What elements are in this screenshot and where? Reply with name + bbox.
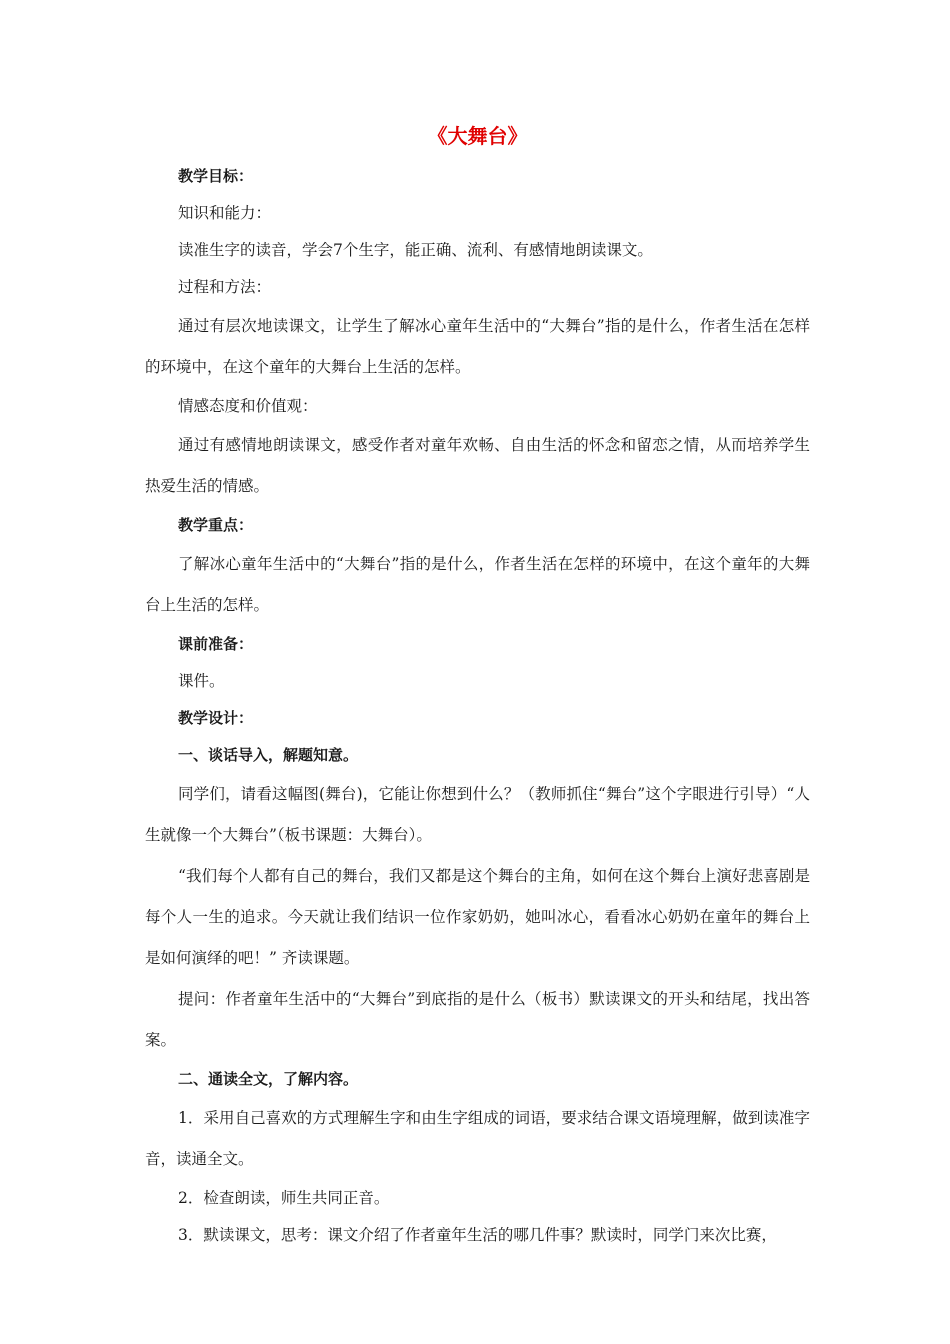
paragraph-process: 通过有层次地读课文，让学生了解冰心童年生活中的“大舞台”指的是什么，作者生活在怎样的环境中，在这个童年的大舞台上生活的怎样。 (145, 317, 810, 376)
heading-section-2: 二、通读全文，了解内容。 (178, 1070, 359, 1088)
list-item-1: 1．采用自己喜欢的方式理解生字和由生字组成的词语，要求结合课文语境理解，做到读准字音，读通全文。 (145, 1109, 810, 1168)
list-item-3: 3．默读课文，思考：课文介绍了作者童年生活的哪几件事？默读时，同学门来次比赛， (178, 1226, 777, 1244)
document-page (145, 118, 810, 1254)
heading-design: 教学设计： (178, 709, 254, 727)
paragraph-question: 提问：作者童年生活中的“大舞台”到底指的是什么（板书）默读课文的开头和结尾，找出答案。 (145, 990, 810, 1049)
subheading-emotion: 情感态度和价值观： (178, 397, 318, 415)
list-item-2: 2．检查朗读，师生共同正音。 (178, 1189, 390, 1207)
document-title: 《大舞台》 (427, 124, 528, 148)
paragraph-quote: “我们每个人都有自己的舞台，我们又都是这个舞台的主角，如何在这个舞台上演好悲喜剧是每个人一生的追求。今天就让我们结识一位作家奶奶，她叫冰心，看看冰心奶奶在童年的舞台上是如何演绎的吧！” 齐读课题。 (145, 867, 810, 967)
subheading-knowledge: 知识和能力： (178, 204, 272, 222)
paragraph-emotion: 通过有感情地朗读课文，感受作者对童年欢畅、自由生活的怀念和留恋之情，从而培养学生热爱生活的情感。 (145, 436, 810, 495)
heading-preparation: 课前准备： (178, 635, 254, 653)
heading-key-points: 教学重点： (178, 516, 254, 534)
heading-teaching-goals: 教学目标： (178, 167, 254, 185)
subheading-process: 过程和方法： (178, 278, 272, 296)
paragraph-knowledge: 读准生字的读音，学会7个生字，能正确、流利、有感情地朗读课文。 (178, 241, 653, 259)
paragraph-preparation: 课件。 (178, 672, 225, 690)
heading-section-1: 一、谈话导入，解题知意。 (178, 746, 359, 764)
paragraph-intro: 同学们，请看这幅图(舞台)，它能让你想到什么？（教师抓住“舞台”这个字眼进行引导）“人生就像一个大舞台”（板书课题：大舞台）。 (145, 785, 810, 844)
paragraph-key-points: 了解冰心童年生活中的“大舞台”指的是什么，作者生活在怎样的环境中，在这个童年的大舞台上生活的怎样。 (145, 555, 810, 614)
